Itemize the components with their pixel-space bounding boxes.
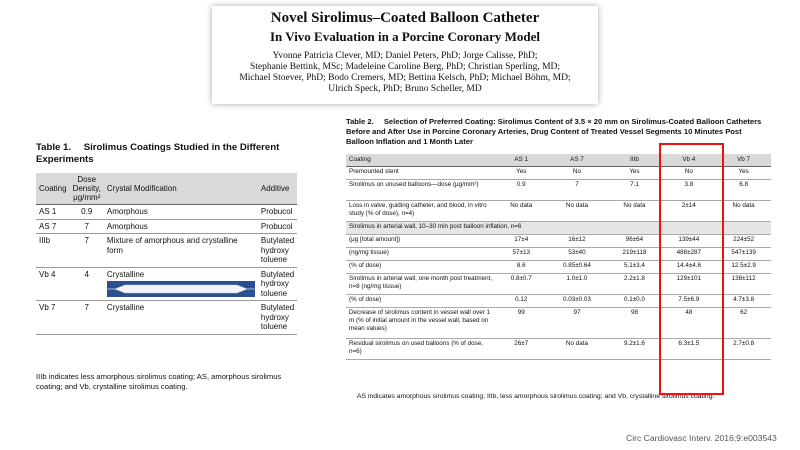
- table2-header: Vb 4: [661, 154, 716, 166]
- table-cell-with-image: [104, 267, 258, 301]
- table-cell: 0.03±0.03: [546, 294, 607, 307]
- table-cell: 0.8±0.7: [496, 273, 546, 294]
- table-cell: No data: [546, 338, 607, 359]
- row-label: (% of dose): [346, 294, 496, 307]
- row-label: (ng/mg tissue): [346, 247, 496, 260]
- table-cell: Butylated hydroxy toluene: [258, 267, 297, 301]
- row-label: (% of dose): [346, 260, 496, 273]
- table-cell: 4: [70, 267, 104, 301]
- table-cell: 6.3±1.5: [661, 338, 716, 359]
- table-cell: Butylated hydroxy toluene: [258, 301, 297, 335]
- table-cell: 9.2±1.6: [607, 338, 661, 359]
- balloon-catheter-image: [107, 281, 255, 297]
- row-label: Premounted stent: [346, 166, 496, 179]
- table-cell: Butylated hydroxy toluene: [258, 234, 297, 268]
- table-cell: 96±64: [607, 234, 661, 247]
- table-cell: 0.9: [70, 205, 104, 220]
- table-row: [36, 205, 297, 220]
- table-cell: 129±101: [661, 273, 716, 294]
- table-cell: Yes: [716, 166, 771, 179]
- row-label: Sirolimus on unused balloons—dose (μg/mm²): [346, 179, 496, 200]
- table-cell: Amorphous: [104, 219, 258, 234]
- table-cell: IIIb: [36, 234, 70, 268]
- table1-header-row: [36, 173, 297, 205]
- table-cell: 219±118: [607, 247, 661, 260]
- table-cell: 57±13: [496, 247, 546, 260]
- table-cell: 3.8: [661, 179, 716, 200]
- table-cell: Crystalline: [106, 269, 145, 279]
- table-cell: Amorphous: [104, 205, 258, 220]
- table-cell: 6.8: [716, 179, 771, 200]
- table-cell: 224±52: [716, 234, 771, 247]
- table-row: [36, 219, 297, 234]
- table-cell: No data: [716, 200, 771, 221]
- author-line: Ulrich Speck, PhD; Bruno Scheller, MD: [328, 84, 482, 94]
- table2-footnote: AS indicates amorphous sirolimus coating; IIIb, less amorphous sirolimus coating; and Vb, crystalline sirolimus coating.: [357, 393, 715, 400]
- table-cell: Crystalline: [104, 301, 258, 335]
- table-cell: 7: [70, 234, 104, 268]
- table1: [36, 173, 297, 335]
- table-cell: No data: [607, 200, 661, 221]
- table-cell: Probucol: [258, 205, 297, 220]
- table-cell: 488±287: [661, 247, 716, 260]
- table-cell: 7: [70, 301, 104, 335]
- table-cell: 17±4: [496, 234, 546, 247]
- table-cell: No: [661, 166, 716, 179]
- row-label: Sirolimus in arterial wall, one month post treatment, n=8 (ng/mg tissue): [346, 273, 496, 294]
- table-cell: Vb 7: [36, 301, 70, 335]
- table-cell: 4.7±3.8: [716, 294, 771, 307]
- table-cell: 12.5±2.9: [716, 260, 771, 273]
- paper-title: Novel Sirolimus–Coated Balloon Catheter: [270, 10, 540, 26]
- table-cell: No: [546, 166, 607, 179]
- table1-caption: [36, 142, 286, 166]
- table-cell: 16±12: [546, 234, 607, 247]
- table-cell: 97: [546, 307, 607, 338]
- table-cell: 2.2±1.8: [607, 273, 661, 294]
- table-cell: 138±112: [716, 273, 771, 294]
- table2-label: Table 2.: [346, 117, 374, 126]
- table-cell: 0.12: [496, 294, 546, 307]
- table-cell: 5.1±3.4: [607, 260, 661, 273]
- table-row: [36, 267, 297, 301]
- row-label: Loss in valve, guiding catheter, and blood, in vitro study (% of dose), n=4): [346, 200, 496, 221]
- row-label: Decrease of sirolimus content in vessel wall over 1 m (% of initial amount in the vessel wall, based on mean values): [346, 307, 496, 338]
- table2-title: Selection of Preferred Coating: Sirolimus Content of 3.5 × 20 mm on Sirolimus-Coated Balloon Catheters Before and After Use in Porcine Coronary Arteries, Drug Content of Treated Vessel Segments 10 Minutes Post Balloon Inflation and 1 Month Later: [346, 117, 762, 146]
- table-cell: Yes: [607, 166, 661, 179]
- table-row: [36, 234, 297, 268]
- table-cell: 62: [716, 307, 771, 338]
- table2-header: Vb 7: [716, 154, 771, 166]
- table2-header: Coating: [346, 154, 496, 166]
- table2-header: AS 7: [546, 154, 607, 166]
- table-cell: 2±14: [661, 200, 716, 221]
- table-cell: 98: [607, 307, 661, 338]
- highlight-box-vb4-column: [659, 143, 724, 395]
- row-label: Residual sirolimus on used balloons (% of dose, n=6): [346, 338, 496, 359]
- table1-header: Additive: [258, 173, 297, 205]
- table-cell: Yes: [496, 166, 546, 179]
- table-cell: 26±7: [496, 338, 546, 359]
- table-cell: 7: [546, 179, 607, 200]
- table-cell: Vb 4: [36, 267, 70, 301]
- table-cell: Probucol: [258, 219, 297, 234]
- table-cell: 48: [661, 307, 716, 338]
- table-cell: 1.0±1.0: [546, 273, 607, 294]
- table1-label: Table 1.: [36, 142, 72, 153]
- table-cell: 0.1±0.0: [607, 294, 661, 307]
- author-line: Stephanie Bettink, MSc; Madeleine Caroline Berg, PhD; Christian Sperling, MD;: [249, 62, 561, 72]
- table1-footnote: IIIb indicates less amorphous sirolimus coating; AS, amorphous sirolimus coating; and Vb, crystalline sirolimus coating.: [36, 372, 282, 391]
- table-cell: No data: [546, 200, 607, 221]
- table-cell: 53±40: [546, 247, 607, 260]
- table-cell: 99: [496, 307, 546, 338]
- table-cell: 0.85±0.64: [546, 260, 607, 273]
- table-cell: No data: [496, 200, 546, 221]
- table1-header: Crystal Modification: [104, 173, 258, 205]
- table-cell: Mixture of amorphous and crystalline form: [104, 234, 258, 268]
- author-line: Yvonne Patricia Clever, MD; Daniel Peters, PhD; Jorge Calisse, PhD;: [272, 51, 538, 61]
- table2-header: AS 1: [496, 154, 546, 166]
- table-cell: AS 7: [36, 219, 70, 234]
- table-cell: AS 1: [36, 205, 70, 220]
- table-cell: 14.4±4.6: [661, 260, 716, 273]
- table1-title: Sirolimus Coatings Studied in the Different Experiments: [36, 142, 280, 165]
- table-cell: 0.9: [496, 179, 546, 200]
- table1-header: Coating: [36, 173, 70, 205]
- row-label: (μg [total amount]): [346, 234, 496, 247]
- table-cell: 139±44: [661, 234, 716, 247]
- table-row: [36, 301, 297, 335]
- table-cell: 7: [70, 219, 104, 234]
- table-cell: 2.7±0.8: [716, 338, 771, 359]
- table-cell: 8.6: [496, 260, 546, 273]
- author-line: Michael Stoever, PhD; Bodo Cremers, MD; Bettina Kelsch, PhD; Michael Böhm, MD;: [239, 73, 571, 83]
- table-cell: 7.5±6.9: [661, 294, 716, 307]
- table-cell: 547±139: [716, 247, 771, 260]
- table2-header: IIIb: [607, 154, 661, 166]
- table-cell: 7.1: [607, 179, 661, 200]
- title-card: [212, 6, 598, 104]
- paper-subtitle: In Vivo Evaluation in a Porcine Coronary Model: [269, 29, 540, 44]
- section-label: Sirolimus in arterial wall, 10–30 min post balloon inflation, n=6: [346, 221, 771, 234]
- citation: Circ Cardiovasc Interv. 2016;9:e003543: [626, 433, 777, 443]
- table1-header: Dose Density, μg/mm²: [70, 173, 104, 205]
